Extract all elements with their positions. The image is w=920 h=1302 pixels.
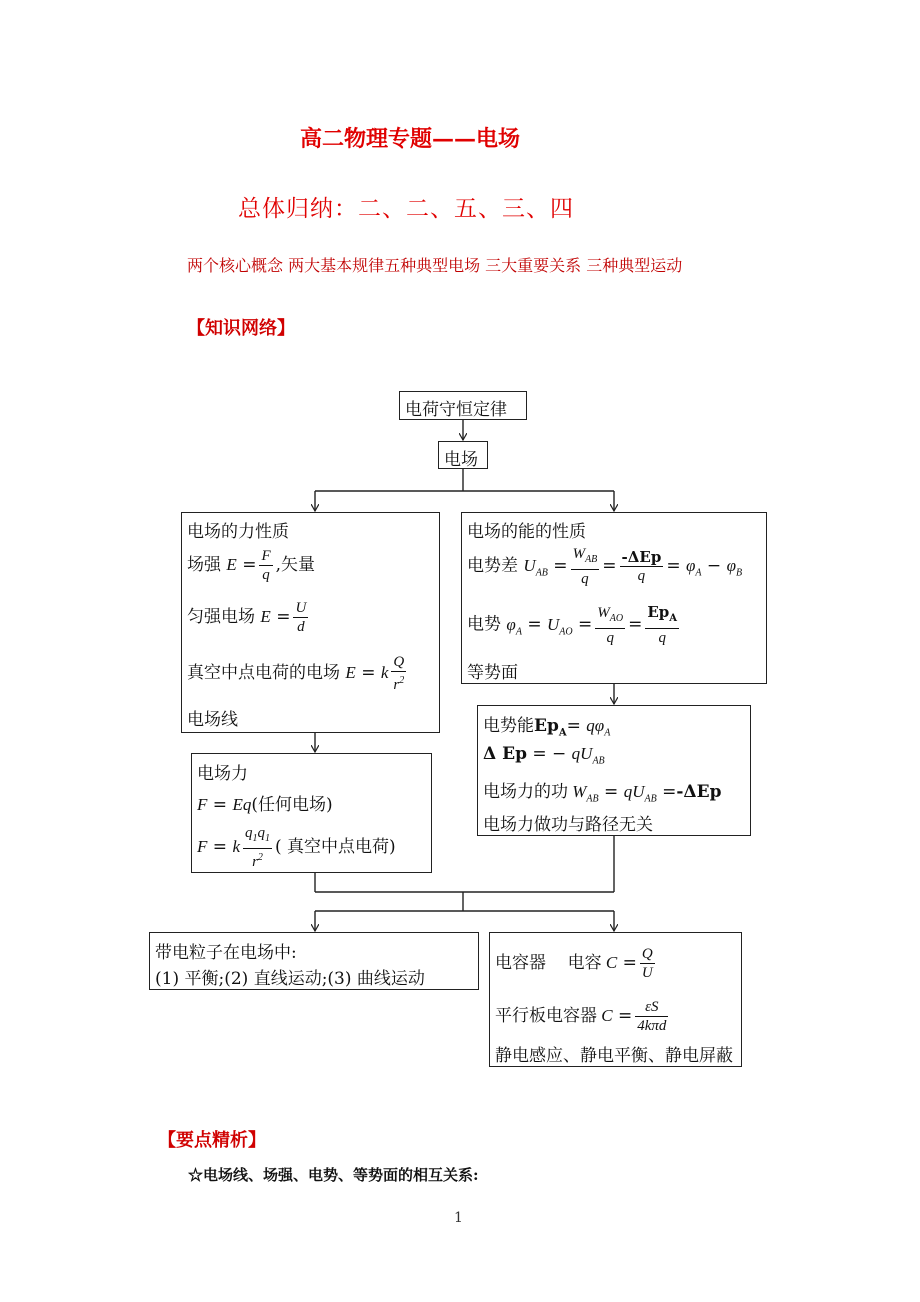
capacitor-box bbox=[489, 932, 742, 1067]
electric-force-general-formula: F = Eq(任何电场) bbox=[197, 795, 333, 815]
electric-force-title: 电场力 bbox=[197, 764, 248, 784]
summary-subtitle: 两个核心概念 两大基本规律五种典型电场 三大重要关系 三种典型运动 bbox=[187, 256, 683, 275]
field-work-label: 电场力的功 bbox=[483, 782, 568, 802]
electrostatic-phenomena: 静电感应、静电平衡、静电屏蔽 bbox=[495, 1046, 733, 1066]
delta-energy-formula: Δ Ep = − $qU_{AB}$ bbox=[483, 744, 605, 767]
charged-particle-box bbox=[149, 932, 479, 990]
capacitance-label: 电容 bbox=[567, 953, 602, 973]
energy-property-box bbox=[461, 512, 767, 684]
potential-difference-label: 电势差 bbox=[467, 556, 518, 576]
page-number: 1 bbox=[454, 1210, 463, 1226]
conservation-law-label: 电荷守恒定律 bbox=[405, 400, 507, 420]
conservation-law-box bbox=[399, 391, 527, 420]
capacitor-label: 电容器 bbox=[495, 953, 546, 973]
section-key-points: 【要点精析】 bbox=[158, 1130, 266, 1151]
equipotential-label: 等势面 bbox=[467, 663, 518, 683]
electric-field-box bbox=[438, 441, 488, 469]
vacuum-point-note: ( 真空中点电荷) bbox=[275, 837, 396, 857]
force-property-title: 电场的力性质 bbox=[187, 522, 289, 542]
force-property-box bbox=[181, 512, 440, 733]
parallel-plate-formula: 平行板电容器 C = $\frac{\varepsilon S}{\text{4kπd}}$ bbox=[495, 999, 667, 1034]
potential-energy-box bbox=[477, 705, 751, 836]
section-knowledge-network: 【知识网络】 bbox=[187, 318, 295, 339]
field-intensity-suffix: ,矢量 bbox=[275, 555, 316, 575]
electric-force-box bbox=[191, 753, 432, 873]
potential-label: 电势 bbox=[467, 614, 501, 635]
parallel-plate-label: 平行板电容器 bbox=[495, 1006, 597, 1026]
potential-energy-label: 电势能 bbox=[483, 716, 534, 736]
delta-energy-label: Δ Ep bbox=[483, 744, 527, 764]
uniform-field-formula: 匀强电场 E = $\frac{U}{d}$ bbox=[187, 600, 307, 635]
energy-property-title: 电场的能的性质 bbox=[467, 522, 586, 542]
potential-energy-formula: 电势能$Ep_A= q\varphi_A$ bbox=[483, 716, 611, 739]
coulomb-formula: F = k $\frac{q_1q_1}{r^2}$ ( 真空中点电荷) bbox=[197, 825, 396, 870]
field-intensity-formula: 场强 E = $\frac{F}{q}$ ,矢量 bbox=[187, 548, 316, 583]
path-independent-label: 电场力做功与路径无关 bbox=[483, 815, 653, 835]
charged-particle-title: 带电粒子在电场中: bbox=[155, 943, 297, 963]
star-note: ☆电场线、场强、电势、等势面的相互关系: bbox=[188, 1166, 479, 1184]
page-title: 高二物理专题——电场 bbox=[300, 126, 521, 152]
capacitance-formula: 电容器 电容 C = $\frac{Q}{U}$ bbox=[495, 946, 653, 981]
summary-line: 总体归纳：二、二、五、三、四 bbox=[238, 196, 574, 222]
uniform-field-label: 匀强电场 bbox=[187, 607, 255, 627]
charged-particle-motions: (1) 平衡;(2) 直线运动;(3) 曲线运动 bbox=[155, 969, 425, 989]
point-charge-field-label: 真空中点电荷的电场 bbox=[187, 663, 340, 683]
electric-field-label: 电场 bbox=[444, 450, 478, 470]
field-intensity-label: 场强 bbox=[187, 555, 221, 575]
field-work-formula: 电场力的功 $W_{AB} = qU_{AB} =-\Delta Ep$ bbox=[483, 782, 722, 805]
point-charge-field-formula: 真空中点电荷的电场 E = k $\frac{Q}{r^2}$ bbox=[187, 654, 405, 693]
field-lines-label: 电场线 bbox=[187, 710, 238, 730]
any-field-note: (任何电场) bbox=[251, 795, 333, 815]
potential-formula: 电势 $\varphi_A = U_{AO}$ = $\frac{W_{AO}}{q}$ = $\frac{Ep_A}{q}$ bbox=[467, 603, 678, 646]
potential-difference-formula: 电势差 $U_{AB}$ = $\frac{W_{AB}}{q}$ = $\frac{\text{-ΔEp}}{q}$ = $\varphi_A - \varphi_B$ bbox=[467, 546, 743, 587]
